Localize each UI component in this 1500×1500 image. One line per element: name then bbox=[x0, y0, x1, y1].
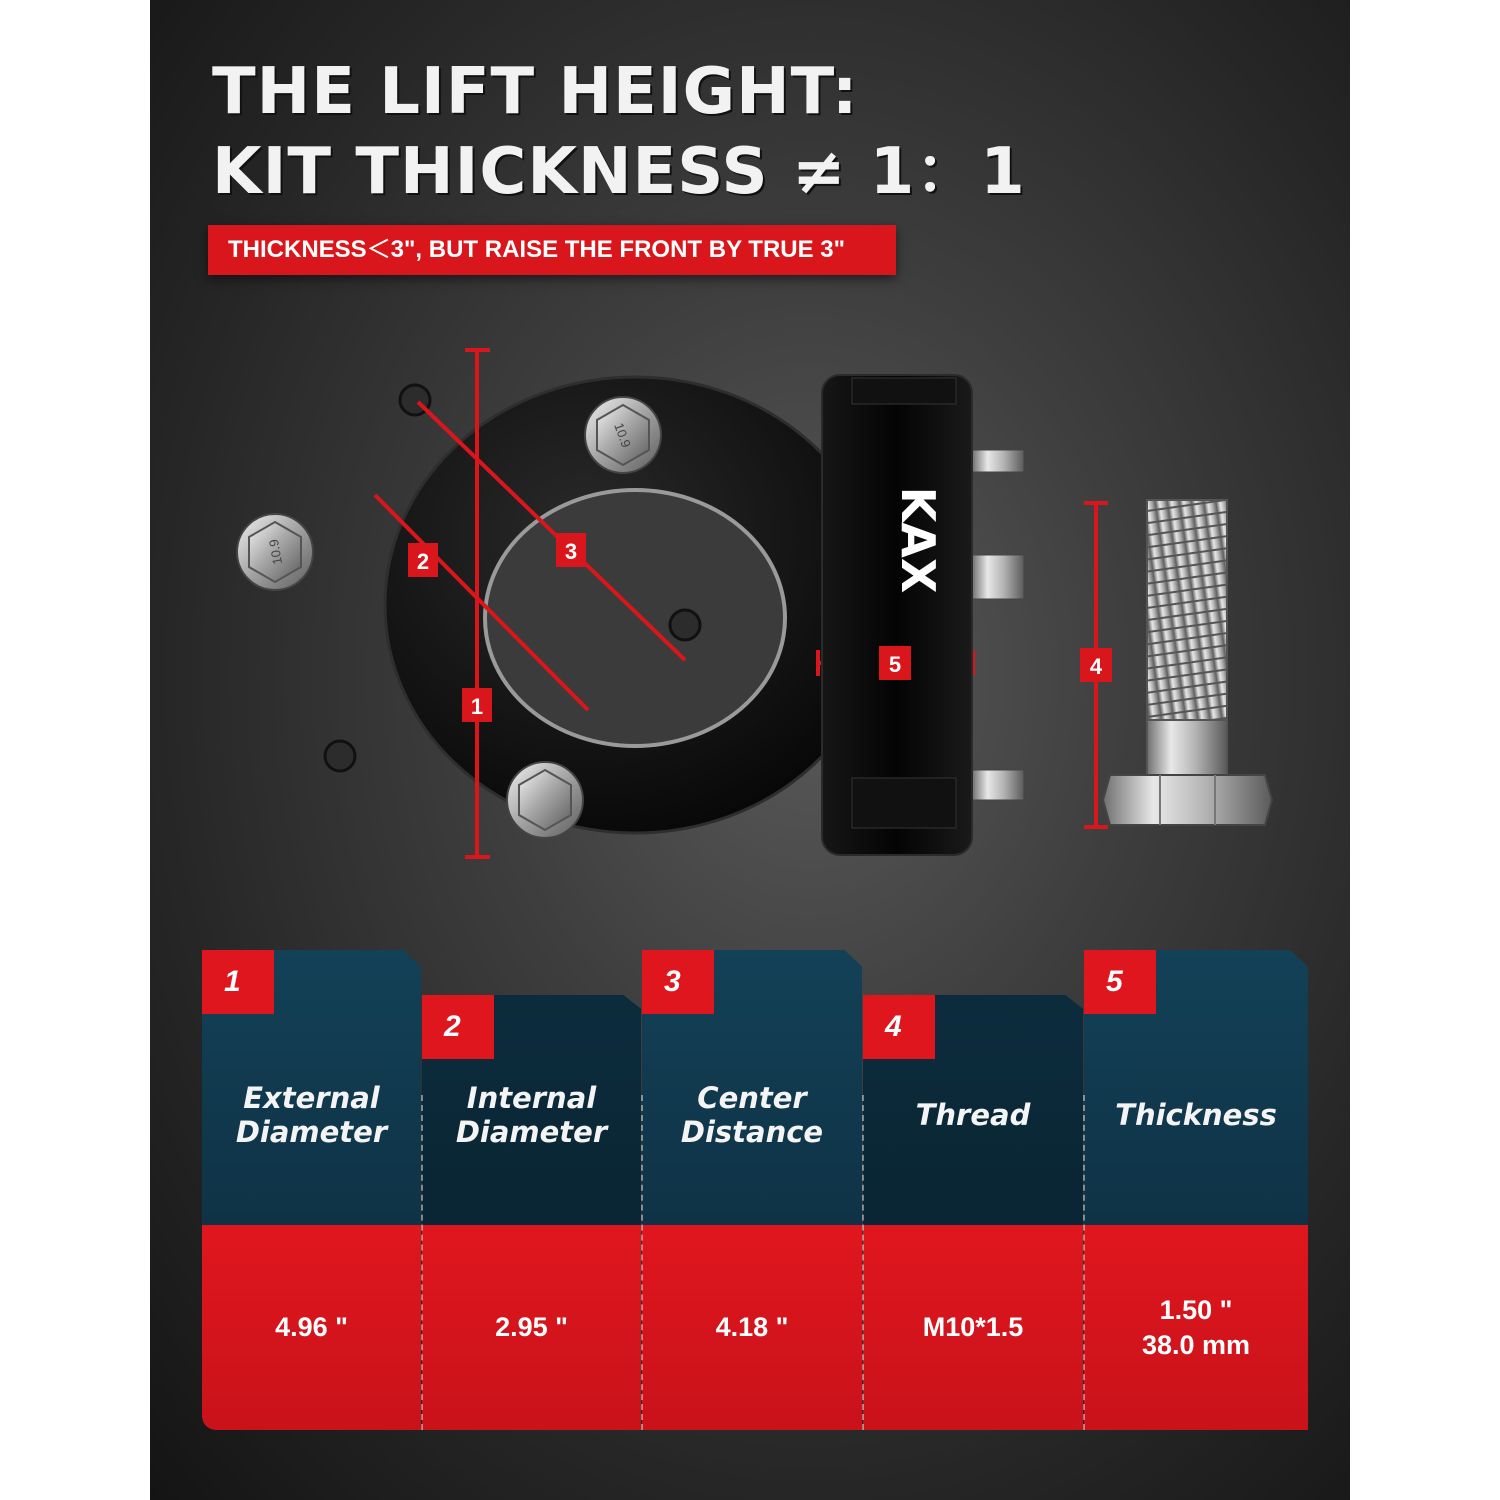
spec-number-badge: 4 bbox=[863, 995, 935, 1059]
spec-label: Thread bbox=[915, 1098, 1031, 1132]
flange-spacer bbox=[237, 377, 885, 838]
spec-number-badge: 5 bbox=[1084, 950, 1156, 1014]
bolt-head bbox=[507, 762, 583, 838]
column-divider bbox=[1083, 1095, 1085, 1430]
stud-top bbox=[972, 450, 1024, 472]
svg-text:2: 2 bbox=[416, 549, 430, 574]
spec-value: 4.96 " bbox=[275, 1312, 348, 1342]
stud-bottom bbox=[972, 770, 1024, 800]
spec-table bbox=[202, 950, 1308, 1430]
spec-column-thread bbox=[863, 995, 1083, 1430]
svg-text:3: 3 bbox=[564, 539, 578, 564]
bolt-head bbox=[585, 397, 661, 473]
spec-number-badge: 1 bbox=[202, 950, 274, 1014]
spec-column-center-distance bbox=[642, 950, 862, 1430]
spec-column-thickness bbox=[1084, 950, 1308, 1430]
callout-badge-4 bbox=[1080, 648, 1112, 682]
slot-top bbox=[852, 378, 956, 404]
spec-number-badge: 2 bbox=[422, 995, 494, 1059]
svg-text:5: 5 bbox=[888, 652, 902, 677]
subtitle-banner: THICKNESS＜3", BUT RAISE THE FRONT BY TRUE 3" bbox=[208, 225, 896, 275]
column-divider bbox=[421, 1095, 423, 1430]
callout-badge-2 bbox=[408, 543, 438, 577]
product-infographic bbox=[150, 0, 1350, 1500]
bolt-hex-head bbox=[1103, 775, 1272, 825]
hex-bolt bbox=[1103, 500, 1272, 825]
bolt-marking: 10.9 bbox=[265, 538, 286, 566]
svg-text:4: 4 bbox=[1089, 654, 1103, 679]
column-divider bbox=[862, 1095, 864, 1430]
headline bbox=[212, 52, 1026, 212]
left-margin bbox=[0, 0, 150, 1500]
callout-badge-5 bbox=[879, 646, 911, 680]
bolt-head bbox=[237, 514, 313, 590]
spec-number-badge: 3 bbox=[642, 950, 714, 1014]
headline-line-1: THE LIFT HEIGHT: bbox=[212, 55, 859, 129]
right-margin bbox=[1350, 0, 1500, 1500]
column-divider bbox=[641, 1095, 643, 1430]
spec-value: 4.18 " bbox=[715, 1312, 789, 1342]
spec-column-internal-diameter bbox=[422, 995, 641, 1430]
spec-value: M10*1.5 bbox=[922, 1312, 1024, 1342]
mounting-hole bbox=[670, 610, 700, 640]
mounting-hole bbox=[325, 741, 355, 771]
spacer-side-view bbox=[822, 375, 1024, 855]
spec-value: 2.95 " bbox=[495, 1312, 568, 1342]
callout-badge-3 bbox=[556, 533, 586, 567]
spec-label: Internal Diameter bbox=[455, 1081, 608, 1149]
brand-logo: KAX bbox=[891, 486, 945, 594]
svg-text:1: 1 bbox=[470, 694, 484, 719]
spec-label: External Diameter bbox=[235, 1081, 388, 1149]
spec-label: Thickness bbox=[1115, 1098, 1277, 1132]
bolt-marking: 10.9 bbox=[611, 420, 634, 450]
spec-label: Center Distance bbox=[680, 1081, 824, 1149]
slot-bottom bbox=[852, 778, 956, 828]
bolt-shank bbox=[1147, 720, 1227, 775]
spec-value: 1.50 " 38.0 mm bbox=[1141, 1294, 1251, 1360]
center-bore bbox=[485, 490, 785, 746]
callout-badge-1 bbox=[462, 688, 492, 722]
product-illustration bbox=[150, 330, 1350, 890]
stud-middle bbox=[972, 555, 1024, 599]
headline-line-2: KIT THICKNESS ≠ 1：1 bbox=[212, 135, 1026, 209]
spec-column-external-diameter bbox=[202, 950, 421, 1430]
